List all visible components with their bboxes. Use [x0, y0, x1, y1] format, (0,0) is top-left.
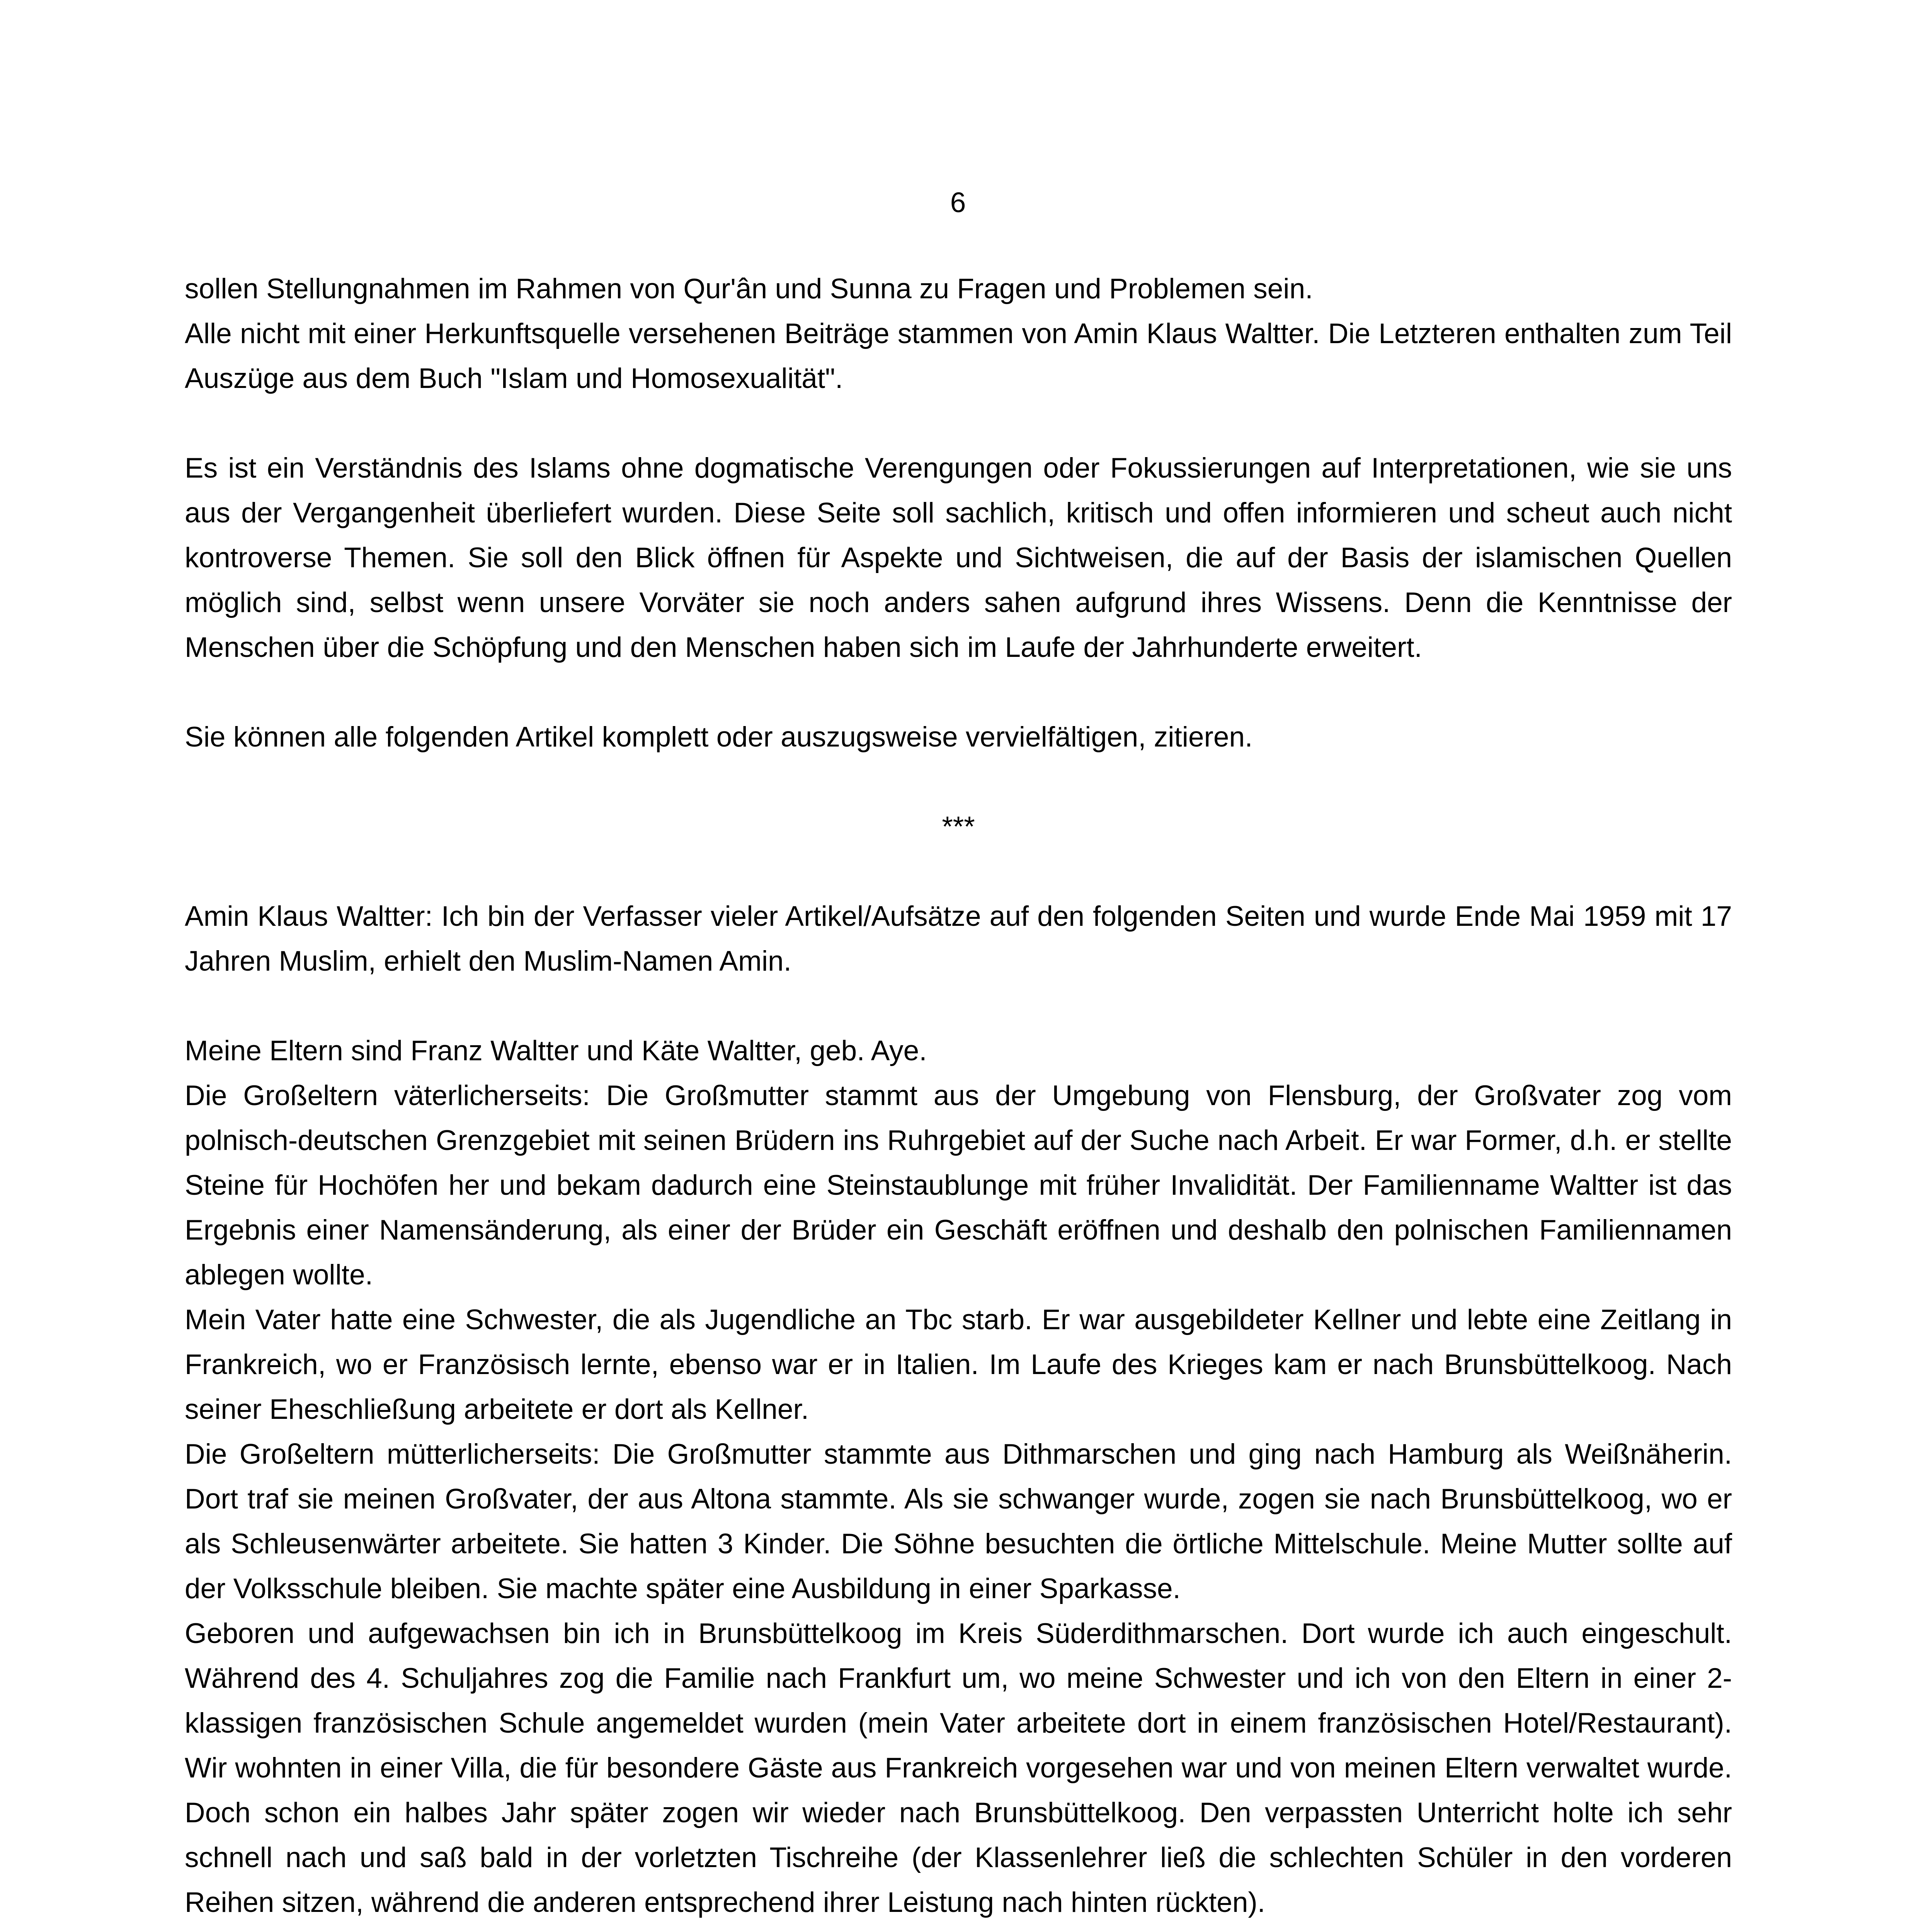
biography-maternal-grandparents: Die Großeltern mütterlicherseits: Die Großmutter stammte aus Dithmarschen und ging nach Hamburg als Weißnäherin. Dort traf sie meinen Großvater, der aus Altona stammte. Als sie schwanger wurde, zogen sie nach Brunsbüttelkoog, wo er als Schleusenwärter arbeitete. Sie hatten 3 Kinder. Die Söhne besuchten die örtliche Mittelschule. Meine Mutter sollte auf der Volksschule bleiben. Sie machte später eine Ausbildung in einer Sparkasse.: [185, 1439, 1732, 1604]
page-body: [185, 267, 1732, 1932]
paragraph-gap: [185, 984, 1732, 1029]
intro-paragraph-2: Alle nicht mit einer Herkunftsquelle versehenen Beiträge stammen von Amin Klaus Waltter. Die Letzteren enthalten zum Teil Auszüge aus dem Buch "Islam und Homosexualität".: [185, 318, 1732, 394]
paragraph-gap: [185, 401, 1732, 446]
paragraph-gap: [185, 760, 1732, 804]
paragraph-gap: [185, 849, 1732, 894]
copy-note-paragraph: Sie können alle folgenden Artikel komplett oder auszugsweise vervielfältigen, zitieren.: [185, 721, 1253, 753]
understanding-paragraph: Es ist ein Verständnis des Islams ohne dogmatische Verengungen oder Fokussierungen auf Interpretationen, wie sie uns aus der Vergangenheit überliefert wurden. Diese Seite soll sachlich, kritisch und offen informieren und scheut auch nicht kontroverse Themen. Sie soll den Blick öffnen für Aspekte und Sichtweisen, die auf der Basis der islamischen Quellen möglich sind, selbst wenn unsere Vorväter sie noch anders sahen aufgrund ihres Wissens. Denn die Kenntnisse der Menschen über die Schöpfung und den Menschen haben sich im Laufe der Jahrhunderte erweitert.: [185, 452, 1732, 663]
author-intro-paragraph: Amin Klaus Waltter: Ich bin der Verfasser vieler Artikel/Aufsätze auf den folgenden Seiten und wurde Ende Mai 1959 mit 17 Jahren Muslim, erhielt den Muslim-Namen Amin.: [185, 901, 1732, 977]
section-separator: ***: [942, 811, 975, 842]
biography-parents: Meine Eltern sind Franz Waltter und Käte Waltter, geb. Aye.: [185, 1035, 927, 1066]
biography-paternal-grandparents: Die Großeltern väterlicherseits: Die Großmutter stammt aus der Umgebung von Flensburg, der Großvater zog vom polnisch-deutschen Grenzgebiet mit seinen Brüdern ins Ruhrgebiet auf der Suche nach Arbeit. Er war Former, d.h. er stellte Steine für Hochöfen her und bekam dadurch eine Steinstaublunge mit früher Invalidität. Der Familienname Waltter ist das Ergebnis einer Namensänderung, als einer der Brüder ein Geschäft eröffnen und deshalb den polnischen Familiennamen ablegen wollte.: [185, 1080, 1732, 1291]
biography-childhood: Geboren und aufgewachsen bin ich in Brunsbüttelkoog im Kreis Süderdithmarschen. Dort wurde ich auch eingeschult. Während des 4. Schuljahres zog die Familie nach Frankfurt um, wo meine Schwester und ich von den Eltern in einer 2-klassigen französischen Schule angemeldet wurden (mein Vater arbeitete dort in einem französischen Hotel/Restaurant). Wir wohnten in einer Villa, die für besondere Gäste aus Frankreich vorgesehen war und von meinen Eltern verwaltet wurde. Doch schon ein halbes Jahr später zogen wir wieder nach Brunsbüttelkoog. Den verpassten Unterricht holte ich sehr schnell nach und saß bald in der vorletzten Tischreihe (der Klassenlehrer ließ die schlechten Schüler in den vorderen Reihen sitzen, während die anderen entsprechend ihrer Leistung nach hinten rückten).: [185, 1618, 1732, 1918]
paragraph-gap: [185, 670, 1732, 715]
biography-school-exam: [185, 1925, 1732, 1932]
biography-father: Mein Vater hatte eine Schwester, die als Jugendliche an Tbc starb. Er war ausgebildeter Kellner und lebte eine Zeitlang in Frankreich, wo er Französisch lernte, ebenso war er in Italien. Im Laufe des Krieges kam er nach Brunsbüttelkoog. Nach seiner Eheschließung arbeitete er dort als Kellner.: [185, 1304, 1732, 1425]
page-number: 6: [950, 187, 966, 218]
intro-paragraph-1: sollen Stellungnahmen im Rahmen von Qur'ân und Sunna zu Fragen und Problemen sein.: [185, 273, 1313, 304]
